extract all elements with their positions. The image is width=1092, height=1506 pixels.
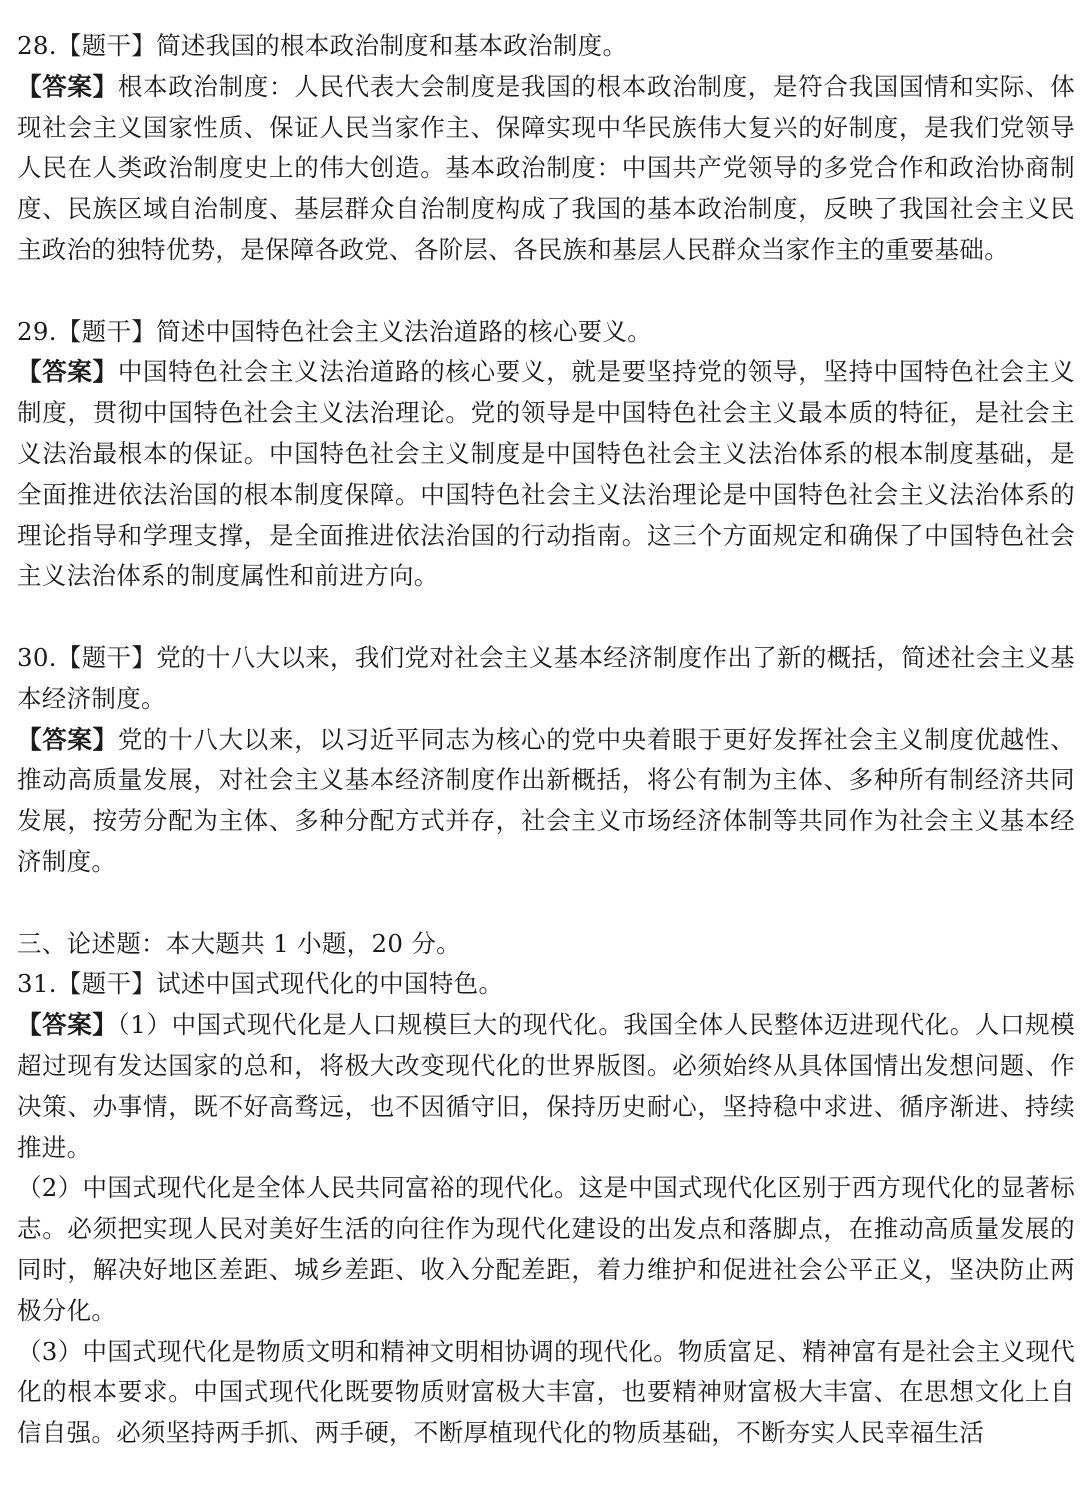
answer-28	[17, 67, 1075, 271]
question-30: 30.【题干】党的十八大以来，我们党对社会主义基本经济制度作出了新的概括，简述社会主义基本经济制度。	[17, 642, 1075, 713]
answer-text: 党的十八大以来，以习近平同志为核心的党中央着眼于更好发挥社会主义制度优越性、推动高质量发展，对社会主义基本经济制度作出新概括，将公有制为主体、多种所有制经济共同发展，按劳分配为主体、多种分配方式并存，社会主义市场经济体制等共同作为社会主义基本经济制度。	[17, 724, 1075, 876]
answer-text: 中国特色社会主义法治道路的核心要义，就是要坚持党的领导，坚持中国特色社会主义制度，贯彻中国特色社会主义法治理论。党的领导是中国特色社会主义最本质的特征，是社会主义法治最根本的保证。中国特色社会主义制度是中国特色社会主义法治体系的根本制度基础，是全面推进依法治国的根本制度保障。中国特色社会主义法治理论是中国特色社会主义法治体系的理论指导和学理支撑，是全面推进依法治国的行动指南。这三个方面规定和确保了中国特色社会主义法治体系的制度属性和前进方向。	[17, 357, 1075, 591]
question-28: 28.【题干】简述我国的根本政治制度和基本政治制度。	[17, 31, 628, 60]
answer-29	[17, 352, 1075, 597]
document-page	[17, 26, 1075, 1454]
answer-30	[17, 720, 1075, 883]
question-29: 29.【题干】简述中国特色社会主义法治道路的核心要义。	[17, 316, 653, 346]
paragraph-gap	[17, 597, 1075, 638]
answer-tag: 【答案】	[17, 1010, 118, 1040]
answer-31-point-3: （3）中国式现代化是物质文明和精神文明相协调的现代化。物质富足、精神富有是社会主义现代化的根本要求。中国式现代化既要物质财富极大丰富，也要精神财富极大丰富、在思想文化上自信自强。必须坚持两手抓、两手硬，不断厚植现代化的物质基础，不断夯实人民幸福生活	[17, 1336, 1075, 1448]
answer-tag: 【答案】	[17, 71, 118, 101]
section-heading: 三、论述题：本大题共 1 小题，20 分。	[17, 928, 461, 958]
answer-tag: 【答案】	[17, 724, 118, 754]
answer-tag: 【答案】	[17, 357, 118, 387]
answer-text: 根本政治制度：人民代表大会制度是我国的根本政治制度，是符合我国国情和实际、体现社会主义国家性质、保证人民当家作主、保障实现中华民族伟大复兴的好制度，是我们党领导人民在人类政治制度史上的伟大创造。基本政治制度：中国共产党领导的多党合作和政治协商制度、民族区域自治制度、基层群众自治制度构成了我国的基本政治制度，反映了我国社会主义民主政治的独特优势，是保障各政党、各阶层、各民族和基层人民群众当家作主的重要基础。	[17, 71, 1075, 264]
paragraph-gap	[17, 271, 1075, 312]
answer-31-point-2: （2）中国式现代化是全体人民共同富裕的现代化。这是中国式现代化区别于西方现代化的显著标志。必须把实现人民对美好生活的向往作为现代化建设的出发点和落脚点，在推动高质量发展的同时，解决好地区差距、城乡差距、收入分配差距，着力维护和促进社会公平正义，坚决防止两极分化。	[17, 1173, 1075, 1325]
answer-31-point-1	[17, 1005, 1075, 1168]
paragraph-gap	[17, 883, 1075, 924]
answer-text: （1）中国式现代化是人口规模巨大的现代化。我国全体人民整体迈进现代化。人口规模超过现有发达国家的总和，将极大改变现代化的世界版图。必须始终从具体国情出发想问题、作决策、办事情，既不好高骛远，也不因循守旧，保持历史耐心，坚持稳中求进、循序渐进、持续推进。	[17, 1010, 1075, 1162]
question-31: 31.【题干】试述中国式现代化的中国特色。	[17, 969, 504, 999]
